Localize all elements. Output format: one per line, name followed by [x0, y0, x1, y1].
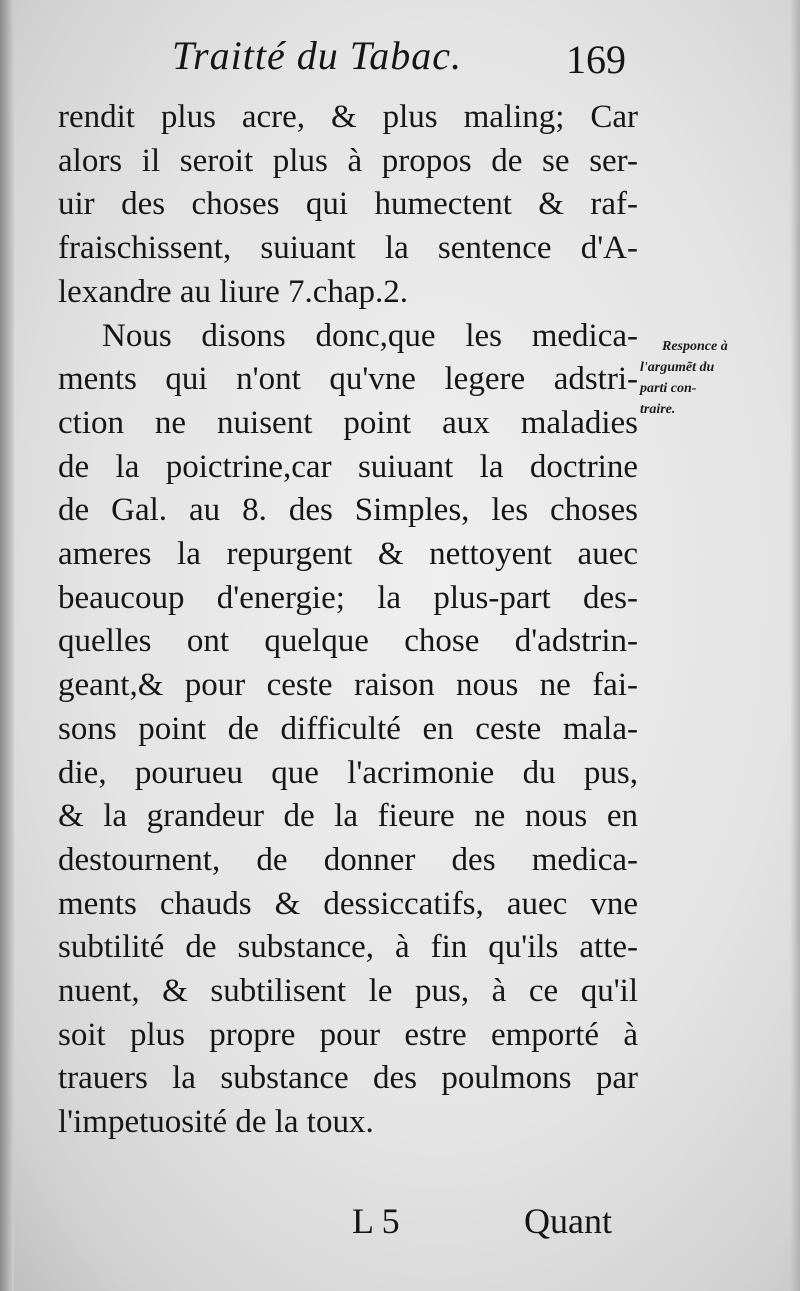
running-head-title: Traitté du Tabac. — [172, 33, 463, 78]
text-line: & la grandeur de la fieure ne nous en — [58, 798, 638, 835]
margin-note-line: parti con- — [640, 381, 697, 396]
text-line: quelles ont quelque chose d'adstrin- — [58, 623, 638, 660]
margin-note-line: traire. — [640, 402, 676, 417]
catchword: Quant — [524, 1201, 612, 1241]
page-edge-fade — [790, 0, 800, 1291]
text-line: sons point de difficulté en ceste mala- — [58, 710, 638, 747]
text-line: geant,& pour ceste raison nous ne fai- — [58, 667, 638, 704]
signature-mark: L 5 — [352, 1201, 400, 1241]
text-line: subtilité de substance, à fin qu'ils atte- — [58, 929, 638, 966]
body-text — [58, 96, 638, 1145]
text-line: ameres la repurgent & nettoyent auec — [58, 536, 638, 573]
text-line: ction ne nuisent point aux maladies — [58, 404, 638, 441]
text-line: fraischissent, suiuant la sentence d'A- — [58, 230, 638, 267]
text-line: ments qui n'ont qu'vne legere adstri- — [58, 361, 638, 398]
text-line: die, pourueu que l'acrimonie du pus, — [58, 754, 638, 791]
text-line: lexandre au liure 7.chap.2. — [58, 273, 409, 310]
text-line: ments chauds & dessiccatifs, auec vne — [58, 885, 638, 922]
text-line: soit plus propre pour estre emporté à — [58, 1016, 638, 1053]
text-line: rendit plus acre, & plus maling; Car — [58, 99, 638, 135]
text-line: uir des choses qui humectent & raf- — [58, 186, 638, 223]
text-line: destournent, de donner des medica- — [58, 841, 638, 878]
page-number: 169 — [566, 37, 626, 82]
margin-note-line: Responce à — [662, 339, 728, 354]
text-line: nuent, & subtilisent le pus, à ce qu'il — [58, 973, 638, 1010]
page-edge-shadow — [0, 0, 14, 1291]
text-line: beaucoup d'energie; la plus-part des- — [58, 579, 638, 616]
text-line: l'impetuosité de la toux. — [58, 1104, 374, 1141]
text-line: alors il seroit plus à propos de se ser- — [58, 142, 638, 179]
margin-note — [636, 336, 766, 420]
text-line: Nous disons donc,que les medica- — [102, 317, 638, 354]
text-line: trauers la substance des poulmons par — [58, 1060, 638, 1097]
margin-note-line: l'argumẽt du — [640, 360, 715, 375]
text-line: de la poictrine,car suiuant la doctrine — [58, 448, 638, 485]
text-line: de Gal. au 8. des Simples, les choses — [58, 492, 638, 529]
